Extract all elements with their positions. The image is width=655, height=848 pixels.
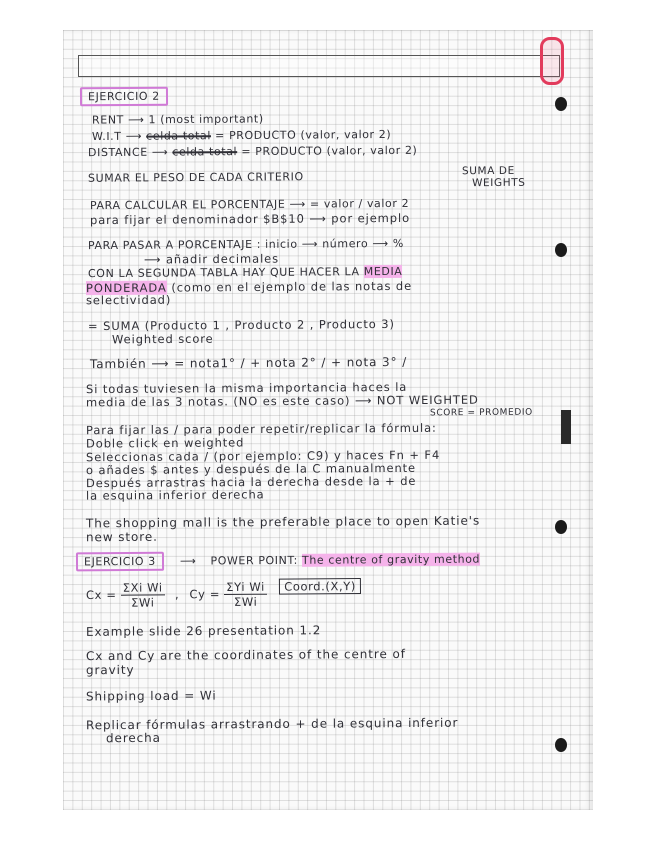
suma-de-label: SUMA DE bbox=[461, 164, 515, 178]
distance-formula: = PRODUCTO (valor, valor 2) bbox=[241, 143, 418, 159]
wit-scribble: celda total bbox=[146, 129, 212, 143]
cx-lhs: Cx = bbox=[85, 587, 117, 602]
centre-method-highlight: The centre of gravity method bbox=[301, 552, 481, 567]
cx-fraction bbox=[121, 580, 165, 609]
ponderada-highlight: PONDERADA bbox=[85, 280, 167, 296]
pasar-line-1: PARA PASAR A PORCENTAJE : inicio ⟶ número ⟶ % bbox=[87, 236, 404, 253]
segunda-tabla-text: CON LA SEGUNDA TABLA HAY QUE HACER LA bbox=[87, 265, 364, 281]
para-fijar-line-2: Doble click en weighted bbox=[85, 435, 245, 451]
weighted-score-line: Weighted score bbox=[111, 331, 214, 347]
distance-label: DISTANCE ⟶ bbox=[87, 145, 169, 160]
binder-hole bbox=[555, 738, 567, 752]
media-highlight: MEDIA bbox=[363, 264, 403, 279]
para-fijar-line-1: Para fijar las / para poder repetir/replicar la fórmula: bbox=[85, 420, 437, 438]
pasar-line-2: ⟶ añadir decimales bbox=[143, 251, 280, 267]
replicar-line-1: Replicar fórmulas arrastrando + de la esquina inferior bbox=[85, 715, 459, 733]
power-point-label: POWER POINT: bbox=[210, 553, 298, 568]
ejercicio-2-title bbox=[80, 90, 168, 104]
fijar-line: para fijar el denominador $B$10 ⟶ por ejemplo bbox=[89, 210, 411, 228]
ejercicio-3-arrow: ⟶ bbox=[179, 554, 197, 568]
cy-lhs: Cy = bbox=[189, 587, 221, 602]
cx-numerator: ΣXi Wi bbox=[121, 580, 165, 595]
cy-denominator: ΣWi bbox=[233, 594, 258, 609]
weights-label: WEIGHTS bbox=[472, 176, 526, 190]
selectividad-line: selectividad) bbox=[85, 292, 172, 308]
como-ejemplo-text: (como en el ejemplo de las notas de bbox=[171, 278, 413, 295]
si-todas-line-2: media de las 3 notas. (NO es este caso) ⟶ NOT WEIGHTED bbox=[85, 392, 479, 410]
binder-hole bbox=[555, 520, 567, 534]
example-slide-line: Example slide 26 presentation 1.2 bbox=[85, 623, 322, 639]
formula-line: Cx = $\frac{\text{ΣXi Wi}}{\text{ΣWi}}$ , Cy = $\frac{\text{ΣYi Wi}}{\text{ΣWi}}$ Coord.(X,Y) bbox=[86, 579, 361, 610]
para-fijar-line-6: la esquina inferior derecha bbox=[85, 487, 265, 503]
sumar-line: SUMAR EL PESO DE CADA CRITERIO bbox=[87, 170, 304, 185]
distance-scribble: celda total bbox=[172, 145, 238, 159]
si-todas-line-3: SCORE = PROMEDIO bbox=[429, 407, 533, 419]
rent-line: RENT ⟶ 1 (most important) bbox=[91, 112, 264, 127]
binder-hole bbox=[555, 97, 567, 111]
para-fijar-line-4: o añades $ antes y después de la C manualmente bbox=[85, 460, 417, 478]
tambien-line: También ⟶ = nota1° / + nota 2° / + nota 3° / bbox=[89, 354, 408, 372]
para-fijar-line-3: Seleccionas cada / (por ejemplo: C9) y haces Fn + F4 bbox=[85, 447, 441, 465]
ejercicio-3-label: EJERCICIO 3 bbox=[76, 552, 164, 572]
cx-cy-line-1: Cx and Cy are the coordinates of the centre of bbox=[85, 646, 406, 664]
side-tag bbox=[561, 410, 571, 444]
cy-numerator: ΣYi Wi bbox=[224, 580, 267, 595]
wit-formula: = PRODUCTO (valor, valor 2) bbox=[215, 127, 392, 143]
calcular-line: PARA CALCULAR EL PORCENTAJE ⟶ = valor / valor 2 bbox=[89, 196, 410, 213]
suma-de-weights bbox=[462, 165, 526, 189]
para-fijar-line-5: Después arrastras hacia la derecha desde la + de bbox=[85, 473, 417, 491]
si-todas-line-1: Si todas tuviesen la misma importancia haces la bbox=[85, 379, 408, 397]
ejercicio-2-label: EJERCICIO 2 bbox=[80, 87, 168, 107]
wit-label: W.I.T ⟶ bbox=[91, 129, 143, 144]
shipping-line: Shipping load = Wi bbox=[85, 688, 217, 704]
shopping-line-2: new store. bbox=[85, 529, 158, 545]
replicar-line-2: derecha bbox=[105, 730, 161, 746]
cx-denominator: ΣWi bbox=[131, 595, 155, 610]
suma-productos-line: = SUMA (Producto 1 , Producto 2 , Producto 3) bbox=[87, 316, 395, 334]
cy-fraction bbox=[224, 580, 267, 609]
cx-cy-line-2: gravity bbox=[85, 662, 135, 678]
binder-hole bbox=[555, 243, 567, 257]
header-box bbox=[78, 55, 560, 77]
wit-line bbox=[92, 128, 391, 143]
segunda-tabla-line bbox=[88, 265, 403, 280]
shopping-line-1: The shopping mall is the preferable place to open Katie's bbox=[85, 513, 481, 531]
coord-box: Coord.(X,Y) bbox=[279, 578, 361, 595]
divider-tab bbox=[540, 37, 564, 85]
distance-line bbox=[88, 144, 418, 159]
